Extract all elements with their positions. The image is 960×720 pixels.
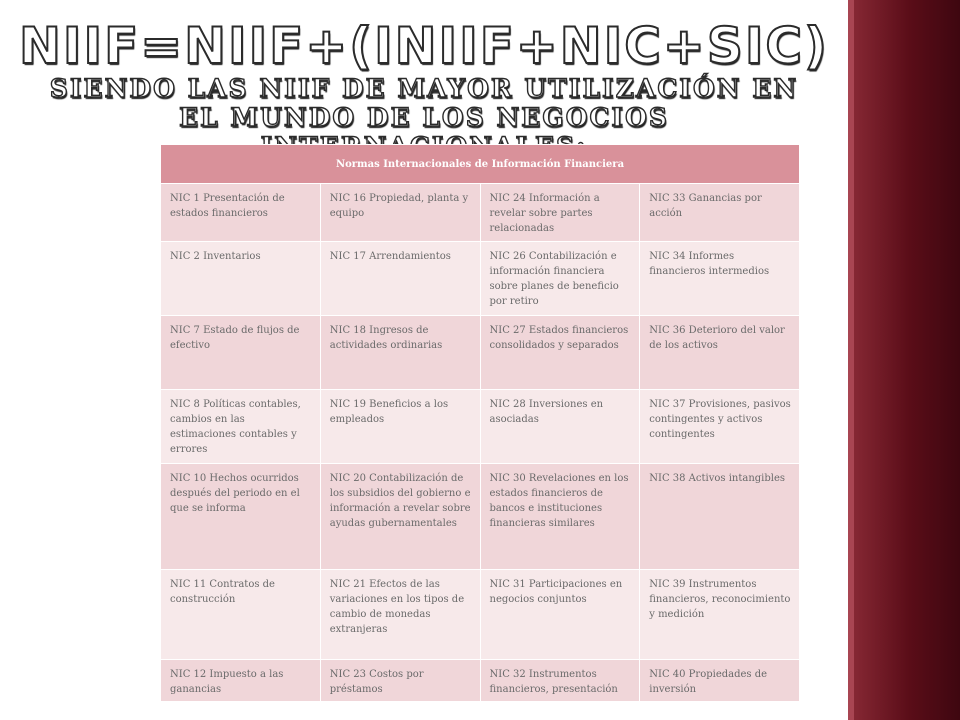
table-cell: NIC 20 Contabilización de los subsidios del gobierno e información a revelar sobre ayudas gubernamentales [320,464,480,570]
table-row [161,464,800,570]
table-cell: NIC 1 Presentación de estados financieros [161,184,321,242]
table-cell: NIC 23 Costos por préstamos [320,660,480,702]
table-cell: NIC 12 Impuesto a las ganancias [161,660,321,702]
table-cell: NIC 28 Inversiones en asociadas [480,390,640,464]
table-cell: NIC 16 Propiedad, planta y equipo [320,184,480,242]
table-cell: NIC 33 Ganancias por acción [640,184,800,242]
table-cell: NIC 38 Activos intangibles [640,464,800,570]
table-cell: NIC 18 Ingresos de actividades ordinarias [320,316,480,390]
table-cell: NIC 11 Contratos de construcción [161,570,321,660]
table-cell: NIC 19 Beneficios a los empleados [320,390,480,464]
table-row [161,570,800,660]
table-cell: NIC 36 Deterioro del valor de los activos [640,316,800,390]
standards-table [160,144,800,702]
table-cell: NIC 26 Contabilización e información financiera sobre planes de beneficio por retiro [480,242,640,316]
table-cell: NIC 39 Instrumentos financieros, reconocimiento y medición [640,570,800,660]
table-row [161,660,800,702]
slide-subtitle: SIENDO LAS NIIF DE MAYOR UTILIZACIÓN EN EL MUNDO DE LOS NEGOCIOS [49,74,799,132]
table-cell: NIC 2 Inventarios [161,242,321,316]
table-row [161,184,800,242]
decorative-side-band [848,0,960,720]
table-cell: NIC 10 Hechos ocurridos después del periodo en el que se informa [161,464,321,570]
table-cell: NIC 40 Propiedades de inversión [640,660,800,702]
table-cell: NIC 24 Información a revelar sobre partes relacionadas [480,184,640,242]
table-cell: NIC 31 Participaciones en negocios conjuntos [480,570,640,660]
table-cell: NIC 27 Estados financieros consolidados y separados [480,316,640,390]
slide-title: NIIF=NIIF+(INIIF+NIC+SIC) [19,17,829,75]
table-row [161,390,800,464]
table-cell: NIC 32 Instrumentos financieros, presentación [480,660,640,702]
table-header: Normas Internacionales de Información Financiera [161,145,800,184]
table-cell: NIC 37 Provisiones, pasivos contingentes y activos contingentes [640,390,800,464]
table-cell: NIC 34 Informes financieros intermedios [640,242,800,316]
table-cell: NIC 8 Políticas contables, cambios en las estimaciones contables y errores [161,390,321,464]
table-cell: NIC 7 Estado de flujos de efectivo [161,316,321,390]
table-row [161,242,800,316]
table-cell: NIC 17 Arrendamientos [320,242,480,316]
table-row [161,316,800,390]
table-cell: NIC 21 Efectos de las variaciones en los tipos de cambio de monedas extranjeras [320,570,480,660]
table-cell: NIC 30 Revelaciones en los estados financieros de bancos e instituciones financieras similares [480,464,640,570]
